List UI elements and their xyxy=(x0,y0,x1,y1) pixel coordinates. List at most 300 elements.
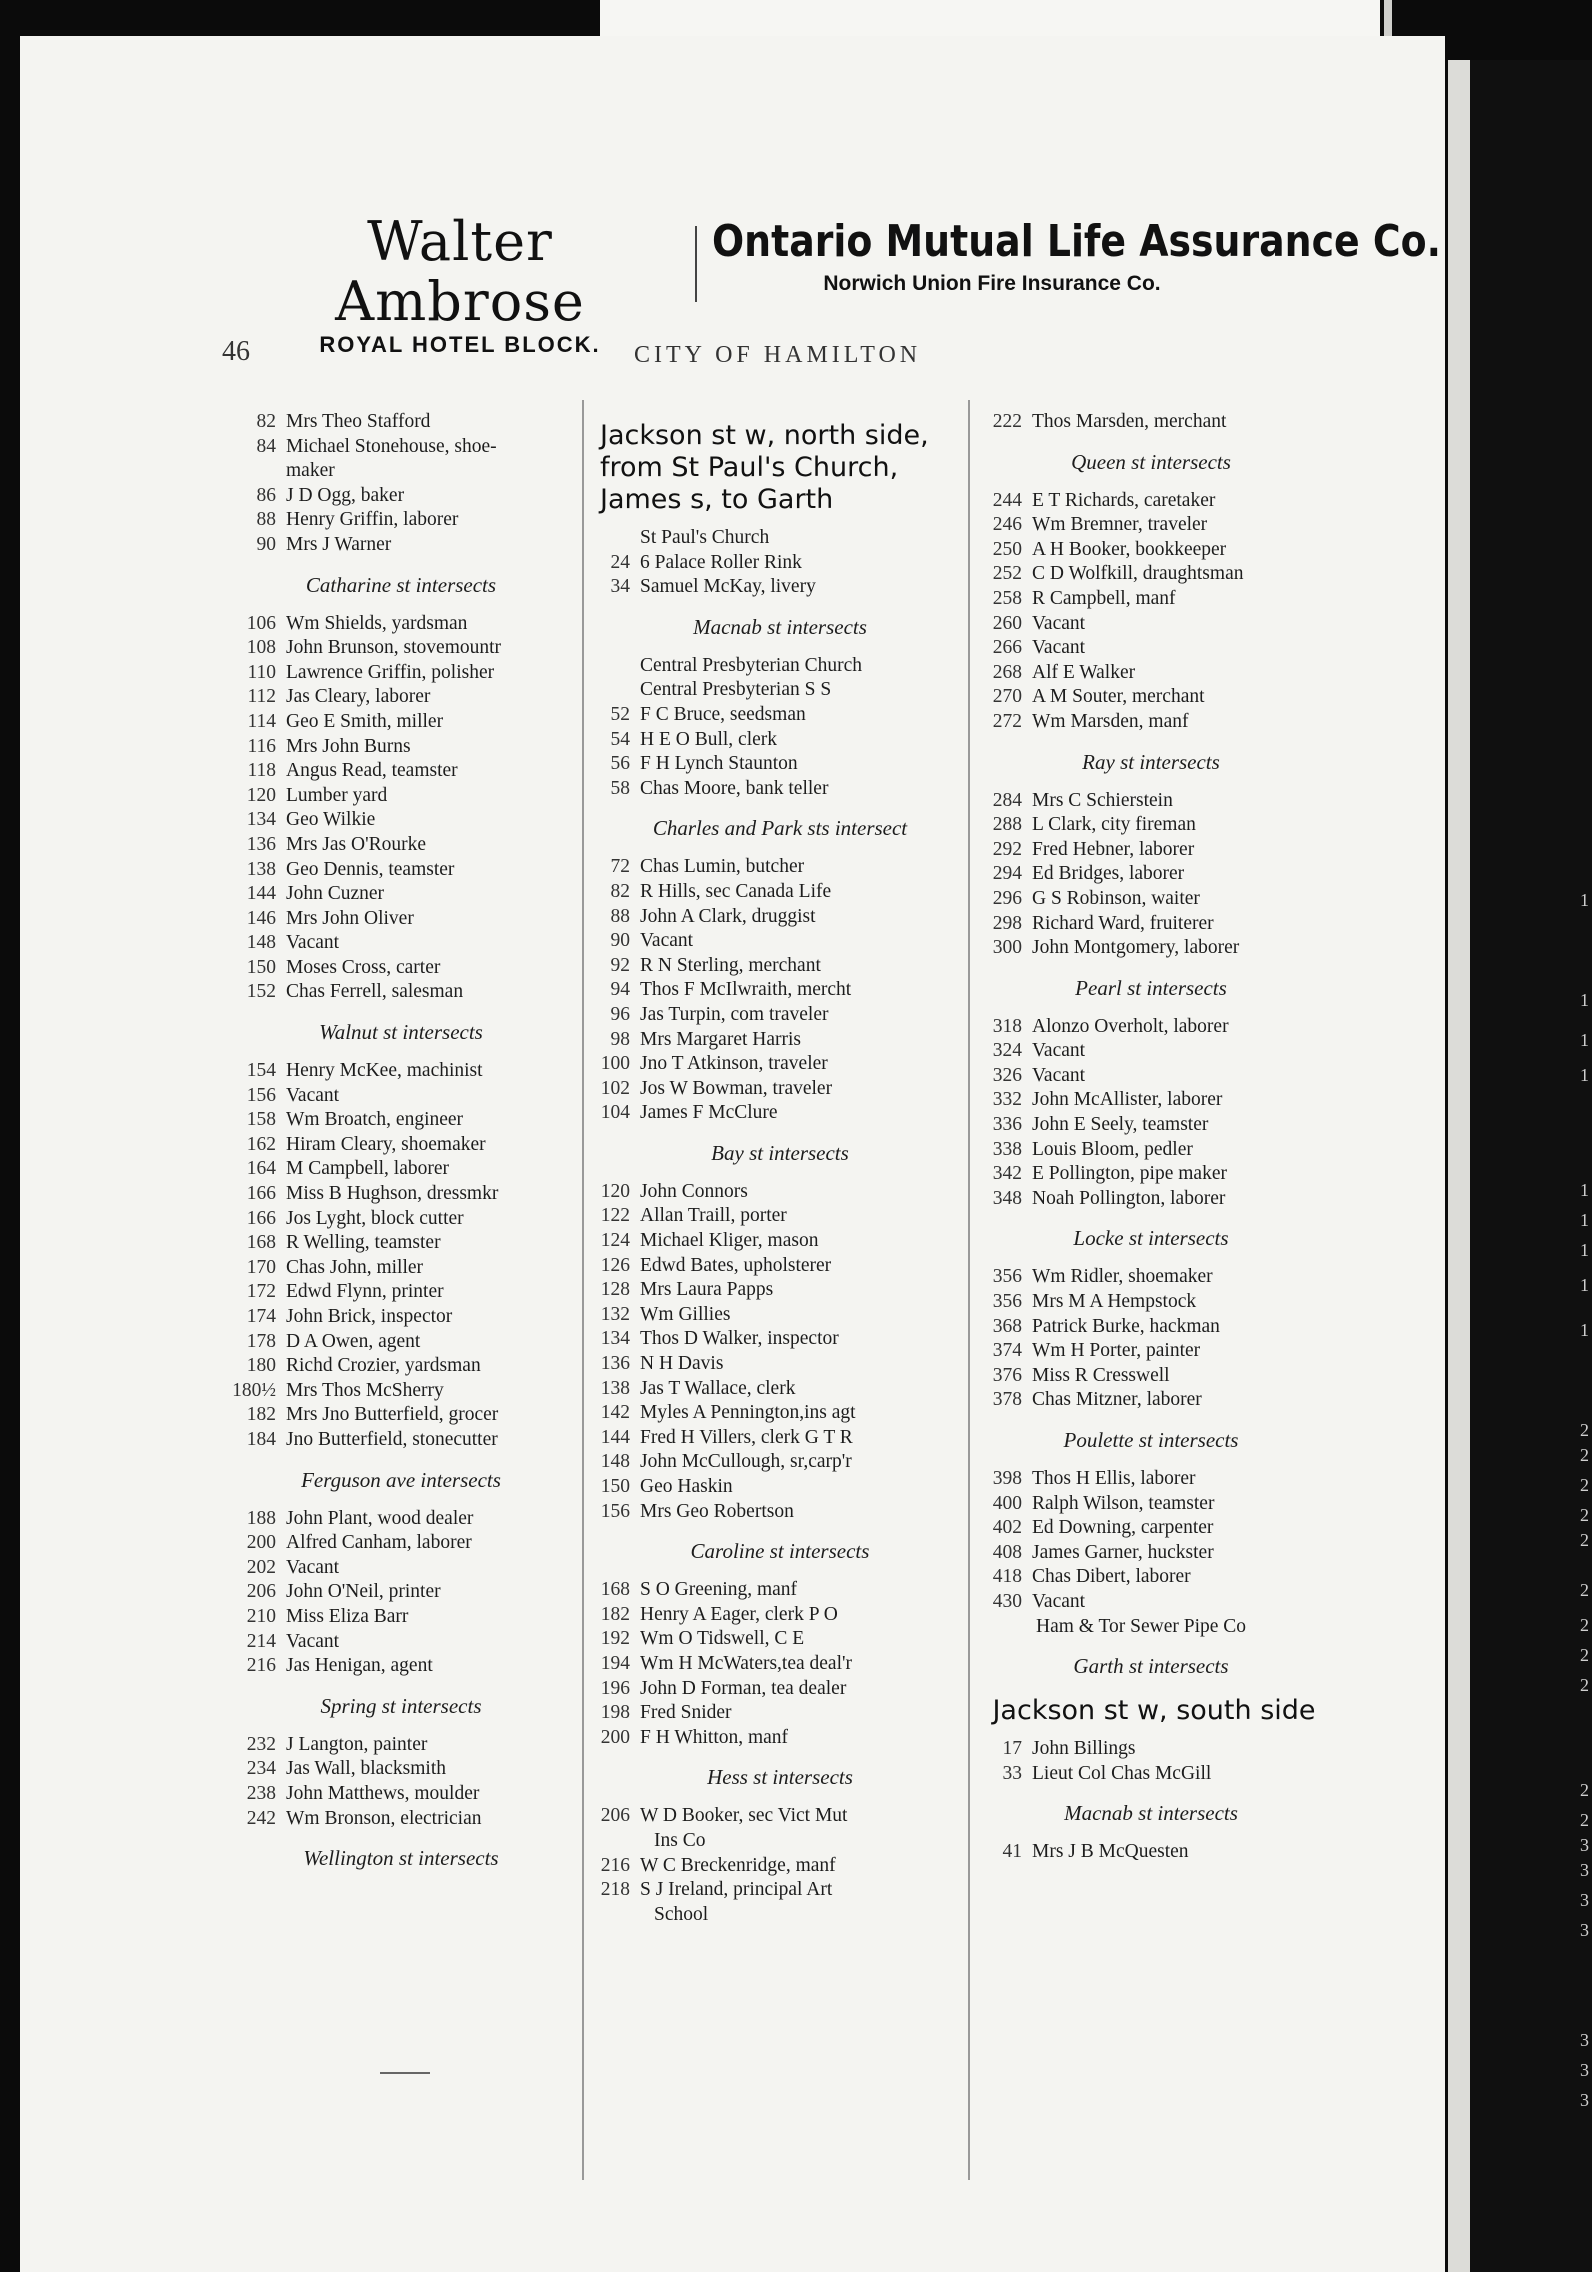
resident-name: 6 Palace Roller Rink xyxy=(640,551,802,573)
header-advert-left xyxy=(240,212,680,358)
street-number: 272 xyxy=(992,710,1022,732)
institution-entry: Central Presbyterian S S xyxy=(640,679,832,701)
street-number: 258 xyxy=(992,587,1022,609)
resident-name: Chas Lumin, butcher xyxy=(640,856,805,878)
resident-name: Jas Cleary, laborer xyxy=(286,686,431,708)
street-number: 124 xyxy=(600,1230,630,1252)
directory-entry xyxy=(594,1303,966,1328)
resident-name: Fred H Villers, clerk G T R xyxy=(640,1426,853,1448)
directory-entry xyxy=(976,1339,1326,1364)
street-number: 86 xyxy=(256,484,276,506)
directory-entry xyxy=(976,936,1326,961)
resident-name: Vacant xyxy=(1032,1064,1086,1086)
street-number: 34 xyxy=(610,576,630,598)
resident-name: W D Booker, sec Vict Mut xyxy=(640,1805,848,1827)
resident-name: Mrs Theo Stafford xyxy=(286,411,431,432)
street-number: 150 xyxy=(246,956,276,978)
directory-entry xyxy=(594,1204,966,1229)
street-number: 90 xyxy=(610,930,630,952)
street-number: 244 xyxy=(992,489,1022,511)
resident-name: Mrs J Warner xyxy=(286,533,392,555)
resident-name: John A Clark, druggist xyxy=(640,905,816,927)
directory-entry xyxy=(594,954,966,979)
directory-entry xyxy=(226,808,576,833)
resident-name: Geo Haskin xyxy=(640,1476,733,1497)
adjacent-page-mark: 1 xyxy=(1580,990,1589,1010)
resident-name: Wm Ridler, shoemaker xyxy=(1032,1266,1213,1288)
street-number: 232 xyxy=(246,1733,276,1755)
directory-entry xyxy=(594,777,966,802)
entry-continuation: Ham & Tor Sewer Pipe Co xyxy=(1036,1615,1247,1637)
street-number: 200 xyxy=(246,1532,276,1554)
street-number: 214 xyxy=(246,1630,276,1652)
street-number: 82 xyxy=(256,411,276,432)
resident-name: Wm Bronson, electrician xyxy=(286,1807,482,1829)
street-number: 374 xyxy=(992,1340,1022,1362)
intersection-heading: Poulette st intersects xyxy=(1063,1428,1239,1452)
resident-name: Henry A Eager, clerk P O xyxy=(640,1603,838,1625)
directory-entry xyxy=(226,612,576,637)
directory-entry xyxy=(976,789,1326,814)
resident-name: John Montgomery, laborer xyxy=(1032,937,1240,959)
resident-name: John Billings xyxy=(1032,1738,1136,1760)
directory-entry xyxy=(594,1878,966,1903)
resident-name: John Plant, wood dealer xyxy=(286,1507,474,1529)
intersection-heading: Hess st intersects xyxy=(707,1765,853,1790)
resident-name: Mrs Geo Robertson xyxy=(640,1500,794,1522)
resident-name: N H Davis xyxy=(640,1353,724,1375)
street-number: 88 xyxy=(610,905,630,927)
directory-entry xyxy=(594,1475,966,1500)
directory-entry xyxy=(976,1290,1326,1315)
directory-entry xyxy=(226,410,576,435)
resident-name: Mrs Thos McSherry xyxy=(286,1379,444,1401)
street-number: 202 xyxy=(246,1556,276,1578)
resident-name: Mrs John Oliver xyxy=(286,907,414,929)
resident-name: John McAllister, laborer xyxy=(1032,1089,1223,1111)
street-number: 326 xyxy=(992,1064,1022,1086)
street-number: 206 xyxy=(600,1805,630,1827)
resident-name: J Langton, painter xyxy=(286,1733,428,1755)
directory-entry xyxy=(976,513,1326,538)
directory-entry xyxy=(226,435,576,460)
resident-name: Angus Read, teamster xyxy=(286,760,458,782)
resident-name: A M Souter, merchant xyxy=(1032,686,1205,708)
street-number: 126 xyxy=(600,1254,630,1276)
directory-entry xyxy=(976,562,1326,587)
directory-entry xyxy=(226,1330,576,1355)
directory-entry xyxy=(976,1088,1326,1113)
intersection-heading: Bay st intersects xyxy=(711,1140,849,1165)
resident-name: Richd Crozier, yardsman xyxy=(286,1355,481,1377)
directory-entry xyxy=(226,636,576,661)
directory-entry xyxy=(226,1733,576,1758)
resident-name: Vacant xyxy=(1032,612,1086,634)
street-heading: Jackson st w, south side xyxy=(992,1695,1316,1727)
directory-entry xyxy=(976,1388,1326,1413)
directory-entry xyxy=(976,1565,1326,1590)
street-number: 96 xyxy=(610,1003,630,1025)
resident-name: Geo E Smith, miller xyxy=(286,710,444,732)
directory-entry xyxy=(976,1467,1326,1492)
street-number: 152 xyxy=(246,981,276,1003)
street-number: 90 xyxy=(256,533,276,555)
directory-entry xyxy=(594,1426,966,1451)
street-number: 136 xyxy=(600,1353,630,1375)
column-end-rule xyxy=(380,2072,430,2074)
street-number: 158 xyxy=(246,1109,276,1131)
directory-entry xyxy=(976,661,1326,686)
directory-entry xyxy=(976,1265,1326,1290)
street-number: 168 xyxy=(246,1232,276,1254)
street-number: 148 xyxy=(246,932,276,954)
street-number: 84 xyxy=(256,435,276,457)
intersection-heading: Charles and Park sts intersect xyxy=(652,816,908,841)
directory-entry xyxy=(226,759,576,784)
resident-name: Jno T Atkinson, traveler xyxy=(640,1053,828,1075)
resident-name: John Connors xyxy=(640,1180,748,1202)
street-number: 246 xyxy=(992,514,1022,536)
street-number: 168 xyxy=(600,1579,630,1601)
street-number: 298 xyxy=(992,912,1022,934)
adjacent-page-mark: 3 xyxy=(1580,2030,1589,2050)
directory-entry xyxy=(976,1315,1326,1340)
directory-entry xyxy=(594,1254,966,1279)
street-number: 250 xyxy=(992,538,1022,560)
street-number: 150 xyxy=(600,1476,630,1497)
street-number: 178 xyxy=(246,1330,276,1352)
adjacent-page-mark: 2 xyxy=(1580,1675,1589,1695)
resident-name: John McCullough, sr,carp'r xyxy=(640,1451,852,1473)
advertiser-name: Walter Ambrose xyxy=(335,210,585,333)
resident-name: Chas Mitzner, laborer xyxy=(1032,1389,1202,1411)
resident-name: Samuel McKay, livery xyxy=(640,576,816,598)
street-number: 180½ xyxy=(232,1379,276,1401)
directory-entry xyxy=(226,956,576,981)
page-number: 46 xyxy=(222,336,250,367)
resident-name: Henry Griffin, laborer xyxy=(286,509,459,531)
street-number: 336 xyxy=(992,1114,1022,1136)
street-number: 102 xyxy=(600,1077,630,1099)
resident-name: Vacant xyxy=(1032,637,1086,659)
directory-entry xyxy=(594,1052,966,1077)
directory-entry xyxy=(976,1187,1326,1212)
directory-entry xyxy=(976,1541,1326,1566)
directory-entry xyxy=(976,1737,1326,1762)
directory-entry xyxy=(226,1580,576,1605)
street-number: 300 xyxy=(992,937,1022,959)
resident-name: Wm Shields, yardsman xyxy=(286,612,468,634)
street-number: 222 xyxy=(992,411,1022,432)
street-number: 132 xyxy=(600,1303,630,1325)
directory-entry xyxy=(226,833,576,858)
resident-name: Thos H Ellis, laborer xyxy=(1032,1468,1196,1489)
resident-name: R Welling, teamster xyxy=(286,1232,441,1254)
directory-entry xyxy=(226,735,576,760)
directory-entry xyxy=(594,1677,966,1702)
street-number: 378 xyxy=(992,1389,1022,1411)
resident-name: Myles A Pennington,ins agt xyxy=(640,1402,856,1424)
street-number: 164 xyxy=(246,1158,276,1180)
directory-entry xyxy=(594,1003,966,1028)
street-number: 188 xyxy=(246,1507,276,1529)
resident-name: Mrs C Schierstein xyxy=(1032,789,1173,811)
resident-name: Mrs Margaret Harris xyxy=(640,1028,802,1050)
street-number: 332 xyxy=(992,1089,1022,1111)
resident-name: Richard Ward, fruiterer xyxy=(1032,912,1214,934)
street-number: 156 xyxy=(246,1084,276,1106)
resident-name: John D Forman, tea dealer xyxy=(640,1677,847,1699)
street-number: 156 xyxy=(600,1500,630,1522)
directory-entry xyxy=(594,703,966,728)
adjacent-page-mark: 2 xyxy=(1580,1615,1589,1635)
street-number: 430 xyxy=(992,1590,1022,1612)
resident-name: Allan Traill, porter xyxy=(640,1205,787,1227)
resident-name: Lieut Col Chas McGill xyxy=(1032,1762,1212,1784)
directory-entry xyxy=(226,1403,576,1428)
street-number: 294 xyxy=(992,863,1022,885)
directory-entry xyxy=(226,1630,576,1655)
advertiser-address: ROYAL HOTEL BLOCK. xyxy=(319,332,601,357)
intersection-heading: Ray st intersects xyxy=(1082,749,1220,774)
street-number: 266 xyxy=(992,637,1022,659)
street-number: 318 xyxy=(992,1015,1022,1037)
resident-name: Mrs Laura Papps xyxy=(640,1279,774,1301)
street-number: 166 xyxy=(246,1183,276,1205)
directory-entry xyxy=(594,1603,966,1628)
resident-name: F H Whitton, manf xyxy=(640,1726,789,1748)
resident-name: D A Owen, agent xyxy=(286,1330,421,1352)
resident-name: John O'Neil, printer xyxy=(286,1581,441,1603)
street-number: 116 xyxy=(247,735,276,757)
resident-name: Fred Snider xyxy=(640,1702,732,1724)
adjacent-page-mark: 3 xyxy=(1580,2090,1589,2110)
resident-name: F H Lynch Staunton xyxy=(640,753,798,775)
adjacent-page-mark: 2 xyxy=(1580,1505,1589,1525)
directory-column-1 xyxy=(226,410,576,1885)
resident-name: Miss Eliza Barr xyxy=(286,1605,409,1627)
resident-name: A H Booker, bookkeeper xyxy=(1032,538,1227,560)
street-number: 33 xyxy=(1002,1762,1022,1784)
street-number: 120 xyxy=(600,1180,630,1202)
resident-name: Moses Cross, carter xyxy=(286,956,441,978)
directory-entry xyxy=(226,1782,576,1807)
directory-entry xyxy=(976,489,1326,514)
directory-entry xyxy=(594,1627,966,1652)
street-number: 418 xyxy=(992,1566,1022,1588)
street-number: 134 xyxy=(600,1328,630,1350)
directory-entry xyxy=(594,1352,966,1377)
intersection-heading: Catharine st intersects xyxy=(305,572,497,597)
directory-entry xyxy=(226,1807,576,1832)
resident-name: Vacant xyxy=(286,1084,340,1106)
directory-entry xyxy=(226,1507,576,1532)
directory-entry xyxy=(226,1531,576,1556)
street-number: 216 xyxy=(246,1655,276,1677)
directory-entry xyxy=(226,1108,576,1133)
street-number: 238 xyxy=(246,1782,276,1804)
directory-entry xyxy=(226,931,576,956)
resident-name: Vacant xyxy=(286,932,340,954)
resident-name: Thos Marsden, merchant xyxy=(1032,411,1227,432)
street-number: 288 xyxy=(992,814,1022,836)
directory-entry xyxy=(976,1113,1326,1138)
directory-entry xyxy=(976,838,1326,863)
insurance-company-sub: Norwich Union Fire Insurance Co. xyxy=(823,272,1161,295)
directory-column-2 xyxy=(594,420,966,1927)
resident-name: Mrs Jno Butterfield, grocer xyxy=(286,1404,499,1426)
resident-name: R N Sterling, merchant xyxy=(640,954,821,976)
street-number: 170 xyxy=(246,1256,276,1278)
resident-name: Ralph Wilson, teamster xyxy=(1032,1492,1215,1514)
intersection-heading: Queen st intersects xyxy=(1071,449,1231,474)
resident-name: F C Bruce, seedsman xyxy=(640,703,806,725)
resident-name: Jos Lyght, block cutter xyxy=(286,1207,464,1229)
resident-name: Jno Butterfield, stonecutter xyxy=(286,1428,498,1450)
directory-entry xyxy=(976,912,1326,937)
street-number: 162 xyxy=(246,1133,276,1155)
directory-entry xyxy=(594,855,966,880)
resident-name: Thos D Walker, inspector xyxy=(640,1328,839,1350)
directory-entry xyxy=(226,685,576,710)
street-number: 252 xyxy=(992,563,1022,585)
resident-name: E Pollington, pipe maker xyxy=(1032,1163,1227,1185)
adjacent-page-mark: 2 xyxy=(1580,1780,1589,1800)
directory-entry xyxy=(594,1578,966,1603)
adjacent-page-mark: 1 xyxy=(1580,1240,1589,1260)
directory-entry xyxy=(226,533,576,558)
adjacent-page-mark: 1 xyxy=(1580,1210,1589,1230)
directory-entry xyxy=(594,1652,966,1677)
street-number: 402 xyxy=(992,1517,1022,1539)
directory-entry xyxy=(226,1428,576,1453)
street-number: 41 xyxy=(1002,1841,1022,1863)
directory-entry xyxy=(226,1182,576,1207)
resident-name: Vacant xyxy=(640,930,694,952)
directory-entry xyxy=(226,484,576,509)
adjacent-page-mark: 1 xyxy=(1580,1030,1589,1050)
resident-name: Alfred Canham, laborer xyxy=(286,1532,472,1554)
adjacent-page-mark: 1 xyxy=(1580,1065,1589,1085)
directory-entry xyxy=(976,1840,1326,1865)
street-number: 142 xyxy=(600,1402,630,1424)
street-number: 92 xyxy=(610,954,630,976)
directory-entry xyxy=(594,1229,966,1254)
adjacent-page-mark: 1 xyxy=(1580,1320,1589,1340)
street-number: 338 xyxy=(992,1138,1022,1160)
running-title: CITY OF HAMILTON xyxy=(634,342,922,368)
institution-entry: St Paul's Church xyxy=(640,527,770,548)
resident-name: John E Seely, teamster xyxy=(1032,1114,1209,1136)
directory-entry xyxy=(226,1207,576,1232)
resident-name: Edwd Flynn, printer xyxy=(286,1281,444,1303)
directory-entry xyxy=(594,1450,966,1475)
resident-name: J D Ogg, baker xyxy=(286,484,405,506)
adjacent-page-mark: 3 xyxy=(1580,1860,1589,1880)
directory-entry xyxy=(226,661,576,686)
street-number: 88 xyxy=(256,509,276,531)
resident-name: Chas John, miller xyxy=(286,1256,424,1278)
resident-name: G S Robinson, waiter xyxy=(1032,887,1200,909)
street-number: 134 xyxy=(246,809,276,831)
directory-entry xyxy=(976,410,1326,435)
resident-name: Edwd Bates, upholsterer xyxy=(640,1254,832,1276)
adjacent-page-mark: 2 xyxy=(1580,1475,1589,1495)
directory-entry xyxy=(226,980,576,1005)
street-number: 108 xyxy=(246,637,276,659)
directory-entry xyxy=(976,813,1326,838)
street-number: 200 xyxy=(600,1726,630,1748)
street-number: 146 xyxy=(246,907,276,929)
street-number: 270 xyxy=(992,686,1022,708)
directory-entry xyxy=(594,1804,966,1829)
directory-entry xyxy=(226,1305,576,1330)
street-number: 58 xyxy=(610,777,630,799)
street-number: 356 xyxy=(992,1291,1022,1313)
resident-name: Alonzo Overholt, laborer xyxy=(1032,1015,1229,1037)
intersection-heading: Spring st intersects xyxy=(320,1693,482,1718)
directory-entry xyxy=(594,1377,966,1402)
directory-entry xyxy=(594,1500,966,1525)
street-number: 398 xyxy=(992,1468,1022,1489)
directory-entry xyxy=(976,1015,1326,1040)
entry-continuation: School xyxy=(654,1903,709,1925)
street-number: 120 xyxy=(246,784,276,806)
resident-name: Miss B Hughson, dressmkr xyxy=(286,1183,499,1205)
resident-name: Jas Turpin, com traveler xyxy=(640,1003,829,1025)
directory-entry xyxy=(976,1364,1326,1389)
street-number: 106 xyxy=(246,612,276,634)
street-number: 136 xyxy=(246,833,276,855)
directory-entry xyxy=(226,1757,576,1782)
resident-name: Wm Marsden, manf xyxy=(1032,710,1189,732)
adjacent-page-mark: 2 xyxy=(1580,1445,1589,1465)
resident-name: Chas Dibert, laborer xyxy=(1032,1566,1191,1588)
column-separator-1 xyxy=(582,400,584,2180)
resident-name: H E O Bull, clerk xyxy=(640,728,778,750)
street-number: 180 xyxy=(246,1355,276,1377)
resident-name: John Cuzner xyxy=(286,883,385,905)
resident-name: Vacant xyxy=(286,1556,340,1578)
directory-entry xyxy=(976,862,1326,887)
resident-name: Hiram Cleary, shoemaker xyxy=(286,1133,486,1155)
resident-name: Jas T Wallace, clerk xyxy=(640,1377,796,1399)
adjacent-page-mark: 2 xyxy=(1580,1810,1589,1830)
street-number: 94 xyxy=(610,979,630,1001)
resident-name: Wm H Porter, painter xyxy=(1032,1340,1201,1362)
resident-name: John Matthews, moulder xyxy=(286,1782,480,1804)
street-number: 284 xyxy=(992,789,1022,811)
street-number: 154 xyxy=(246,1060,276,1082)
resident-name: C D Wolfkill, draughtsman xyxy=(1032,563,1244,585)
street-number: 100 xyxy=(600,1053,630,1075)
street-number: 72 xyxy=(610,856,630,878)
street-number: 122 xyxy=(600,1205,630,1227)
street-number: 400 xyxy=(992,1492,1022,1514)
resident-name: Vacant xyxy=(1032,1040,1086,1062)
street-number: 210 xyxy=(246,1605,276,1627)
directory-entry xyxy=(226,1231,576,1256)
street-number: 196 xyxy=(600,1677,630,1699)
intersection-heading: Walnut st intersects xyxy=(319,1020,483,1045)
resident-name: John Brunson, stovemountr xyxy=(286,637,502,659)
street-number: 376 xyxy=(992,1364,1022,1386)
street-number: 112 xyxy=(247,686,276,708)
column-separator-2 xyxy=(968,400,970,2180)
resident-name: Noah Pollington, laborer xyxy=(1032,1187,1226,1209)
resident-name: Michael Stonehouse, shoe- xyxy=(286,435,497,457)
resident-name: Mrs John Burns xyxy=(286,735,411,757)
